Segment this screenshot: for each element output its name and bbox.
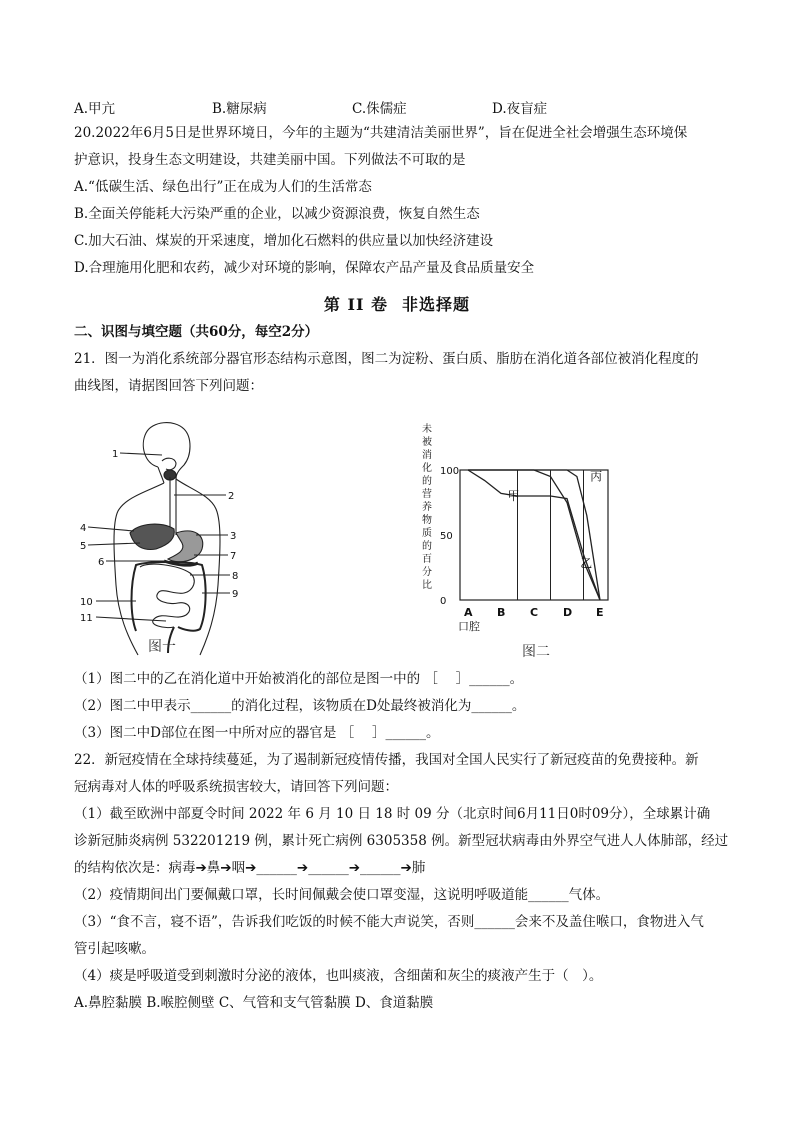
fig1-num-10: 10 [80,597,93,608]
fig2-ylabel-char: 比 [422,580,432,591]
fig1-num-5: 5 [80,541,87,552]
fig2-ylabel-char: 的 [422,476,432,487]
large-intestine [132,562,206,631]
q22-sub3-line2: 管引起咳嗽。 [74,941,155,957]
q20-stem-line1: 20.2022年6月5日是世界环境日，今年的主题为“共建清洁美丽世界”，旨在促进全社会增强生态环境保 [74,125,688,141]
fig2-x-sublabel: 口腔 [458,620,480,633]
fig2-ylabel-char: 营 [422,489,432,500]
fig1-num-8: 8 [232,571,239,582]
q19-option-c: C.侏儒症 [352,101,407,117]
section-name: 非选择题 [402,295,471,314]
torso-outline [114,483,164,655]
fig1-num-2: 2 [228,491,235,502]
part-heading: 二、识图与填空题（共60分，每空2分） [74,324,319,340]
fig2-ylabel-char: 百 [422,554,432,565]
q22-sub1-line1: （1）截至欧洲中部夏令时间 2022 年 6 月 10 日 18 时 09 分（北京时间6月11日0时09分），全球累计确 [74,806,711,822]
leader-1 [120,453,162,455]
fig2-xtick-label: D [563,606,573,619]
q19-option-d: D.夜盲症 [492,101,548,117]
esophagus [170,477,176,535]
plot-frame [460,470,608,600]
fig2-xtick-label: C [530,606,539,619]
fig2-ylabel-char: 质 [422,528,432,539]
fig2-series-label: 丙 [590,469,603,484]
fig2-ytick-label: 0 [440,596,447,607]
figure-2-chart [418,418,618,663]
q19-option-b: B.糖尿病 [212,101,267,117]
fig1-num-6: 6 [98,557,105,568]
fig2-xtick-label: E [596,606,604,619]
q20-option-c: C.加大石油、煤炭的开采速度，增加化石燃料的供应量以加快经济建设 [74,233,494,249]
fig1-num-4: 4 [80,523,87,534]
q20-option-b: B.全面关停能耗大污染严重的企业，以减少资源浪费，恢复自然生态 [74,206,480,222]
fig2-ylabel-char: 被 [422,437,432,448]
q21-sub3: （3）图二中D部位在图一中所对应的器官是 ［ ］______。 [74,725,440,741]
leader-4 [88,527,134,531]
fig2-ylabel-char: 分 [422,567,432,578]
q21-sub2: （2）图二中甲表示______的消化过程，该物质在D处最终被消化为______。 [74,698,526,714]
q19-option-a: A.甲亢 [74,101,116,117]
face-outline [158,467,164,483]
q21-sub1: （1）图二中的乙在消化道中开始被消化的部位是图一中的 ［ ］______。 [74,671,524,687]
section-title [0,292,794,315]
fig2-ylabel-char: 消 [422,450,432,461]
fig1-num-3: 3 [230,531,237,542]
fig2-ylabel-char: 未 [422,424,432,435]
fig2-ytick-label: 50 [440,531,453,542]
fig2-caption: 图二 [522,644,550,660]
mouth-structure [162,458,176,470]
fig2-xtick-label: A [464,606,473,619]
q22-sub4-options: A.鼻腔黏膜 B.喉腔侧壁 C、气管和支气管黏膜 D、食道黏膜 [74,995,434,1011]
fig2-series-label: 乙 [580,556,593,571]
fig2-ytick-label: 100 [440,466,460,477]
fig2-ylabel-char: 的 [422,541,432,552]
q22-sub3-line1: （3）“食不言，寝不语”，告诉我们吃饭的时候不能大声说笑，否则______会来不及盖住喉口，食物进入气 [74,914,704,930]
q21-stem-line2: 曲线图，请据图回答下列问题： [74,378,263,394]
figure-1-digestive-system [78,415,248,660]
section-volume: 第 II 卷 [323,295,389,314]
q20-stem-line2: 护意识，投身生态文明建设，共建美丽中国。下列做法不可取的是 [74,152,466,168]
small-intestine [140,564,194,627]
q21-stem-line1: 21．图一为消化系统部分器官形态结构示意图，图二为淀粉、蛋白质、脂肪在消化道各部位被消化程度的 [74,351,699,367]
q20-option-d: D.合理施用化肥和农药，减少对环境的影响，保障农产品产量及食品质量安全 [74,260,535,276]
q22-sub1-line2: 诊新冠肺炎病例 532201219 例，累计死亡病例 6305358 例。新型冠状病毒由外界空气进人人体肺部，经过 [74,833,729,849]
fig1-num-1: 1 [112,449,119,460]
fig1-num-9: 9 [232,589,239,600]
fig2-ylabel-char: 养 [422,502,432,513]
fig1-caption: 图一 [148,639,176,655]
q22-sub2: （2）疫情期间出门要佩戴口罩，长时间佩戴会使口罩变湿，这说明呼吸道能______气体。 [74,887,610,903]
fig2-ylabel-char: 物 [422,515,432,526]
q20-option-a: A.“低碳生活、绿色出行”正在成为人们的生活常态 [74,179,372,195]
fig1-num-11: 11 [80,613,93,624]
liver [130,524,174,549]
fig2-series-3-line [468,469,603,600]
q22-sub1-line3: 的结构依次是：病毒➔鼻➔咽➔______➔______➔______➔肺 [74,860,426,876]
fig1-num-7: 7 [230,551,237,562]
fig2-ylabel-char: 化 [422,463,432,474]
q22-stem-line1: 22．新冠疫情在全球持续蔓延，为了遏制新冠疫情传播，我国对全国人民实行了新冠疫苗的免费接种。新 [74,752,699,768]
q22-stem-line2: 冠病毒对人体的呼吸系统损害较大，请回答下列问题： [74,779,398,795]
q22-sub4: （4）痰是呼吸道受到刺激时分泌的液体，也叫痰液，含细菌和灰尘的痰液产生于（ ）。 [74,968,603,984]
fig2-series-label: 甲 [507,489,520,503]
fig2-xtick-label: B [497,606,506,619]
